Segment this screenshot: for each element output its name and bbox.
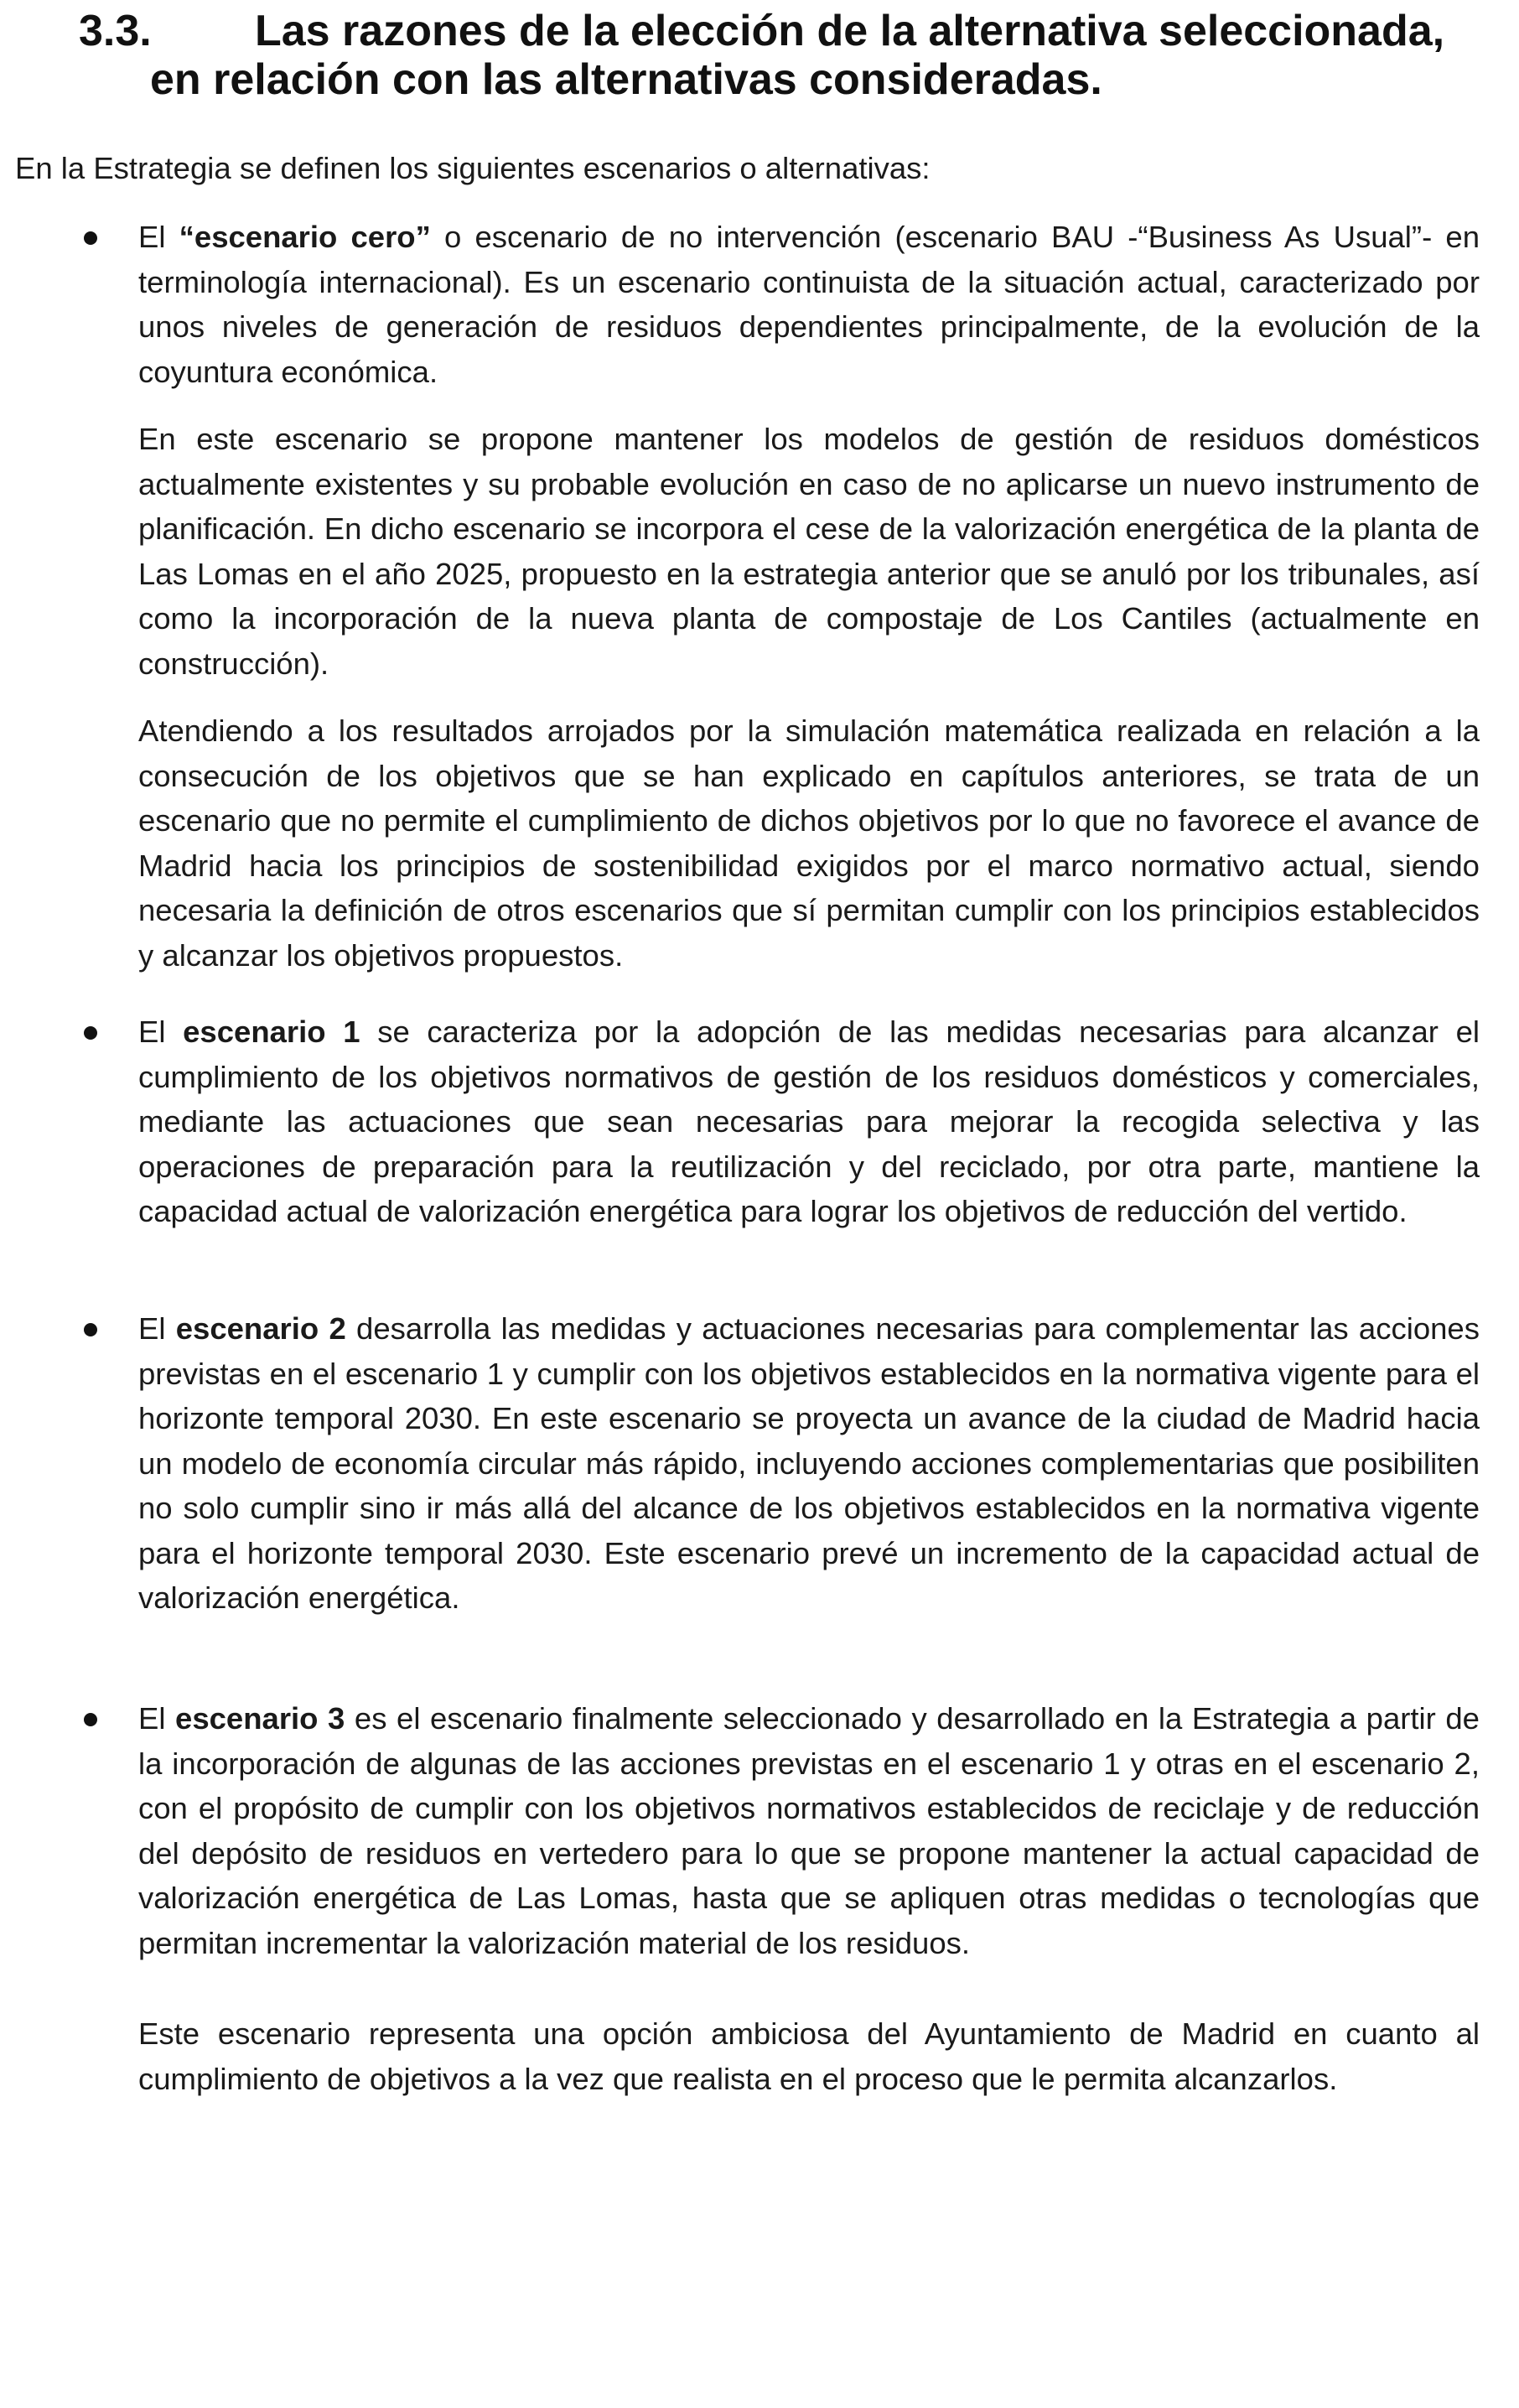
item-paragraph: El escenario 1 se caracteriza por la adopción de las medidas necesarias para alcanzar el cumplimiento de los objetivos normativos de gestión de los residuos domésticos y comerciales, mediante las actuaciones que sean necesarias para mejorar la recogida selectiva y las operaciones de preparación para la reutilización y del reciclado, por otra parte, mantiene la capacidad actual de valorización energética para lograr los objetivos de reducción del vertido. [138,1015,1480,1228]
item-term: “escenario cero” [179,220,431,254]
list-item-escenario-1 [138,1009,1480,1234]
bullet-icon [84,1713,97,1726]
bullet-icon [84,1323,97,1336]
item-paragraph: El “escenario cero” o escenario de no intervención (escenario BAU -“Business As Usual”- en terminología internacional). Es un escenario continuista de la situación actual, caracterizado por unos niveles de generación de residuos dependientes principalmente, de la evolución de la coyuntura económica. [138,220,1480,389]
item-term: escenario 1 [183,1015,360,1049]
item-term: escenario 2 [175,1311,346,1346]
item-paragraph: Atendiendo a los resultados arrojados por la simulación matemática realizada en relación a la consecución de los objetivos que se han explicado en capítulos anteriores, se trata de un escenario que no permite el cumplimiento de dichos objetivos por lo que no favorece el avance de Madrid hacia los principios de sostenibilidad exigidos por el marco normativo actual, siendo necesaria la definición de otros escenarios que sí permitan cumplir con los principios establecidos y alcanzar los objetivos propuestos. [138,714,1480,973]
list-item-escenario-cero [138,215,1480,978]
list-item-escenario-3 [138,1696,1480,2101]
item-paragraph: En este escenario se propone mantener los modelos de gestión de residuos domésticos actualmente existentes y su probable evolución en caso de no aplicarse un nuevo instrumento de planificación. En dicho escenario se incorpora el cese de la valorización energética de la planta de Las Lomas en el año 2025, propuesto en la estrategia anterior que se anuló por los tribunales, así como la incorporación de la nueva planta de compostaje de Los Cantiles (actualmente en construcción). [138,422,1480,681]
item-paragraph: Este escenario representa una opción ambiciosa del Ayuntamiento de Madrid en cuanto al cumplimiento de objetivos a la vez que realista en el proceso que le permita alcanzarlos. [138,2016,1480,2096]
item-paragraph: El escenario 2 desarrolla las medidas y actuaciones necesarias para complementar las acciones previstas en el escenario 1 y cumplir con los objetivos establecidos en la normativa vigente para el horizonte temporal 2030. En este escenario se proyecta un avance de la ciudad de Madrid hacia un modelo de economía circular más rápido, incluyendo acciones complementarias que posibiliten no solo cumplir sino ir más allá del alcance de los objetivos establecidos en la normativa vigente para el horizonte temporal 2030. Este escenario prevé un incremento de la capacidad actual de valorización energética. [138,1311,1480,1615]
section-title: Las razones de la elección de la alternativa seleccionada, en relación con las alternativas consideradas. [150,7,1445,104]
item-paragraph: El escenario 3 es el escenario finalmente seleccionado y desarrollado en la Estrategia a partir de la incorporación de algunas de las acciones previstas en el escenario 1 y otras en el escenario 2, con el propósito de cumplir con los objetivos normativos establecidos de reciclaje y de reducción del depósito de residuos en vertedero para lo que se propone mantener la actual capacidad de valorización energética de Las Lomas, hasta que se apliquen otras medidas o tecnologías que permitan incrementar la valorización material de los residuos. [138,1701,1480,1960]
item-term: escenario 3 [175,1701,345,1736]
intro-paragraph: En la Estrategia se definen los siguientes escenarios o alternativas: [15,151,931,185]
bullet-icon [84,1026,97,1040]
section-number: 3.3. [79,7,152,55]
list-item-escenario-2 [138,1306,1480,1621]
bullet-icon [84,231,97,245]
